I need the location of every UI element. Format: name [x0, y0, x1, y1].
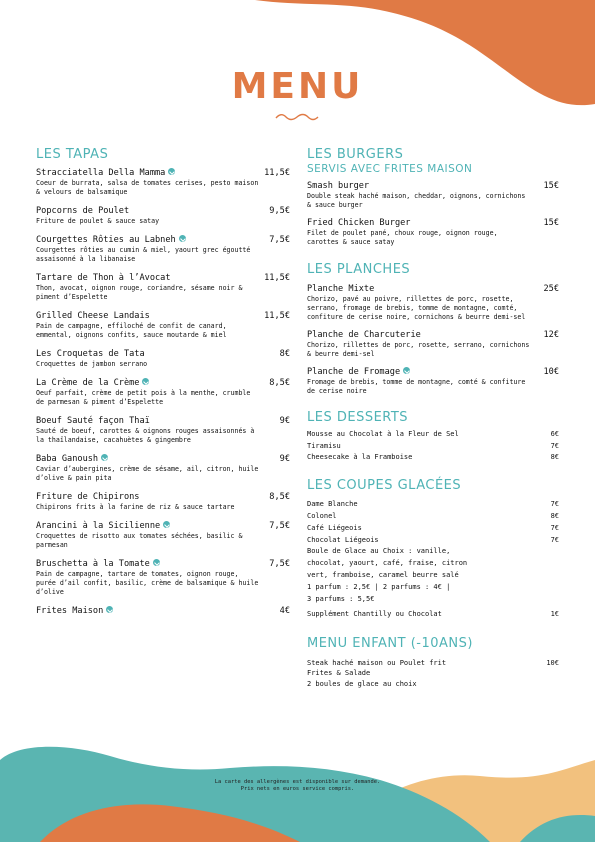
item-name: Tartare de Thon à l’Avocat	[36, 273, 171, 283]
item-header	[36, 235, 290, 246]
item-name-wrap	[36, 454, 108, 465]
item-price: 7€	[550, 535, 559, 544]
dessert-item	[307, 441, 559, 452]
item-name-wrap	[36, 416, 150, 427]
item-name: Smash burger	[307, 181, 370, 191]
item-name-wrap	[307, 511, 337, 522]
item-price: 7,5€	[269, 559, 290, 569]
coupes-title: LES COUPES GLACÉES	[307, 477, 462, 493]
tapas-item	[36, 492, 290, 512]
item-name-wrap	[36, 235, 186, 246]
item-price: 6€	[550, 430, 559, 438]
tapas-list	[36, 168, 290, 617]
item-header	[307, 511, 559, 522]
coupe-item	[307, 511, 559, 522]
planche-item	[307, 367, 559, 396]
desserts-title: LES DESSERTS	[307, 410, 409, 425]
tapas-item	[36, 559, 290, 597]
item-name: Planche de Fromage	[307, 367, 401, 377]
tapas-item	[36, 349, 290, 369]
vegetarian-icon	[179, 235, 186, 242]
item-name: La Crème de la Crème	[36, 378, 140, 388]
item-price: 8,5€	[269, 492, 290, 502]
vegetarian-icon	[403, 367, 410, 374]
item-name-wrap	[307, 330, 421, 341]
enfant-title: MENU ENFANT (-10ANS)	[307, 635, 473, 651]
item-price: 4€	[279, 606, 290, 616]
item-header	[36, 521, 290, 532]
item-price: 9€	[279, 454, 290, 464]
tapas-item	[36, 235, 290, 264]
item-name-wrap	[307, 452, 412, 463]
supplement-price: 1€	[550, 610, 559, 618]
item-header	[307, 181, 559, 192]
item-header	[36, 273, 290, 284]
item-description: Pain de campagne, effiloché de confit de canard, emmental, oignons confits, sauce moutarde & miel	[36, 322, 227, 339]
item-header	[36, 206, 290, 217]
burgers-subtitle: SERVIS AVEC FRITES MAISON	[307, 163, 473, 175]
item-header	[307, 535, 559, 546]
item-price: 7€	[550, 499, 559, 508]
item-name-wrap	[307, 523, 362, 534]
item-name-wrap	[36, 206, 129, 217]
item-name: Dame Blanche	[307, 499, 358, 508]
desserts-list	[307, 429, 559, 463]
item-description: Friture de poulet & sauce satay	[36, 217, 160, 225]
item-description: Oeuf parfait, crème de petit pois à la menthe, crumble de parmesan & piment d’Espelette	[36, 389, 251, 406]
item-name: Popcorns de Poulet	[36, 206, 130, 216]
item-header	[307, 523, 559, 534]
item-header	[307, 367, 559, 378]
item-name-wrap	[36, 606, 113, 617]
footnote-prices: Prix nets en euros service compris.	[240, 786, 355, 792]
item-price: 12€	[543, 330, 559, 340]
item-price: 11,5€	[264, 311, 290, 321]
parfum-line-2: 3 parfums : 5,5€	[307, 595, 375, 603]
item-name: Stracciatella Della Mamma	[36, 168, 166, 178]
planches-list	[307, 284, 559, 396]
item-name: Grilled Cheese Landais	[36, 311, 150, 321]
vegetarian-icon	[163, 521, 170, 528]
tapas-item	[36, 311, 290, 340]
item-price: 11,5€	[264, 168, 290, 178]
item-name-wrap	[36, 349, 145, 360]
item-header	[36, 416, 290, 427]
tapas-title: LES TAPAS	[36, 147, 109, 162]
item-name: Mousse au Chocolat à la Fleur de Sel	[307, 430, 459, 438]
enfant-price: 10€	[546, 658, 559, 667]
item-price: 10€	[543, 367, 559, 377]
item-price: 7,5€	[269, 235, 290, 245]
item-name-wrap	[307, 367, 410, 378]
item-name-wrap	[307, 284, 374, 295]
item-header	[307, 499, 559, 510]
item-description: Thon, avocat, oignon rouge, coriandre, sésame noir & piment d’Espelette	[36, 284, 243, 301]
item-name-wrap	[307, 429, 459, 440]
tapas-item	[36, 206, 290, 226]
item-name: Courgettes Rôties au Labneh	[36, 235, 176, 245]
item-description: Pain de campagne, tartare de tomates, oignon rouge, purée d’ail confit, basilic, crème de balsamique & huile d’olive	[36, 570, 259, 596]
item-name: Cheesecake à la Framboise	[307, 453, 413, 461]
item-description: Double steak haché maison, cheddar, oignons, cornichons & sauce burger	[307, 192, 526, 209]
item-name-wrap	[36, 273, 171, 284]
footnote-allergens: La carte des allergènes est disponible sur demande.	[214, 779, 381, 785]
burgers-title: LES BURGERS	[307, 147, 404, 162]
coupes-section	[307, 478, 559, 620]
item-description: Filet de poulet pané, choux rouge, oignon rouge, carottes & sauce satay	[307, 229, 498, 246]
item-description: Caviar d’aubergines, crème de sésame, ail, citron, huile d’olive & pain pita	[36, 465, 259, 482]
item-header	[36, 559, 290, 570]
parfum-line-1: 1 parfum : 2,5€ | 2 parfums : 4€ |	[307, 583, 451, 591]
tapas-item	[36, 168, 290, 197]
item-name-wrap	[36, 492, 139, 503]
item-description: Coeur de burrata, salsa de tomates cerises, pesto maison & velours de balsamique	[36, 179, 259, 196]
boule-text: Boule de Glace au Choix : vanille, chocolat, yaourt, café, fraise, citron vert, framboise, caramel beurre salé	[307, 547, 468, 579]
item-name-wrap	[307, 535, 379, 546]
item-price: 9,5€	[269, 206, 290, 216]
item-price: 7€	[550, 523, 559, 532]
footnote	[0, 779, 595, 793]
coupe-item	[307, 523, 559, 534]
item-name: Arancini à la Sicilienne	[36, 521, 161, 531]
item-description: Fromage de brebis, tomme de montagne, comté & confiture de cerise noire	[307, 378, 526, 395]
item-name-wrap	[307, 218, 410, 229]
vegetarian-icon	[142, 378, 149, 385]
item-name: Bruschetta à la Tomate	[36, 559, 150, 569]
item-description: Croquettes de jambon serrano	[36, 360, 148, 368]
enfant-line-2: Frites & Salade	[307, 669, 371, 677]
item-name-wrap	[36, 168, 175, 179]
item-header	[307, 330, 559, 341]
item-price: 25€	[543, 284, 559, 294]
item-name: Café Liégeois	[307, 523, 362, 532]
item-name-wrap	[307, 441, 341, 452]
item-price: 8€	[279, 349, 290, 359]
tapas-item	[36, 273, 290, 302]
item-description: Chorizo, rillettes de porc, rosette, serrano, cornichons & beurre demi-sel	[307, 341, 530, 358]
item-price: 8€	[550, 453, 559, 461]
vegetarian-icon	[101, 454, 108, 461]
item-name-wrap	[36, 378, 149, 389]
item-description: Courgettes rôties au cumin & miel, yaourt grec égoutté assaisonné à la libanaise	[36, 246, 251, 263]
supplement-row	[307, 609, 559, 620]
item-name: Boeuf Sauté façon Thaï	[36, 416, 150, 426]
vegetarian-icon	[153, 559, 160, 566]
tapas-item	[36, 606, 290, 617]
item-name: Fried Chicken Burger	[307, 218, 411, 228]
item-name: Frites Maison	[36, 606, 104, 616]
dessert-item	[307, 429, 559, 440]
tapas-item	[36, 416, 290, 445]
item-price: 7€	[550, 441, 559, 450]
item-name: Colonel	[307, 511, 337, 520]
dessert-item	[307, 452, 559, 463]
item-header	[36, 168, 290, 179]
item-header	[36, 311, 290, 322]
enfant-row	[307, 658, 559, 669]
coupes-list	[307, 499, 559, 546]
item-name: Baba Ganoush	[36, 454, 99, 464]
item-header	[307, 452, 559, 463]
vegetarian-icon	[168, 168, 175, 175]
item-name: Tiramisu	[307, 441, 341, 450]
item-price: 9€	[279, 416, 290, 426]
item-description: Croquettes de risotto aux tomates séchées, basilic & parmesan	[36, 532, 243, 549]
page-title: MENU	[231, 66, 364, 107]
item-header	[307, 284, 559, 295]
tapas-item	[36, 378, 290, 407]
planche-item	[307, 284, 559, 322]
item-price: 8,5€	[269, 378, 290, 388]
item-price: 15€	[543, 181, 559, 191]
item-name: Les Croquetas de Tata	[36, 349, 145, 359]
item-header	[36, 378, 290, 389]
item-header	[36, 454, 290, 465]
item-header	[36, 606, 290, 617]
item-name: Chocolat Liégeois	[307, 535, 379, 544]
tapas-item	[36, 454, 290, 483]
item-header	[36, 349, 290, 360]
item-price: 8€	[550, 511, 559, 520]
item-name-wrap	[307, 499, 358, 510]
item-description: Sauté de boeuf, carottes & oignons rouges assaisonnés à la thaïlandaise, cacahuètes & gingembre	[36, 427, 255, 444]
title-squiggle	[275, 112, 319, 122]
supplement-name: Supplément Chantilly ou Chocolat	[307, 610, 442, 618]
item-description: Chipirons frits à la farine de riz & sauce tartare	[36, 503, 235, 511]
item-header	[307, 218, 559, 229]
vegetarian-icon	[106, 606, 113, 613]
item-name: Friture de Chipirons	[36, 492, 140, 502]
item-description: Chorizo, pavé au poivre, rillettes de porc, rosette, serrano, fromage de brebis, tomme de montagne, comté, confiture de cerise noire, cornichons & beurre demi-sel	[307, 295, 526, 321]
planche-item	[307, 330, 559, 359]
enfant-section	[307, 636, 559, 690]
coupe-item	[307, 499, 559, 510]
burgers-section	[307, 147, 559, 247]
burger-item	[307, 218, 559, 247]
item-price: 7,5€	[269, 521, 290, 531]
item-header	[307, 429, 559, 440]
burgers-list	[307, 181, 559, 247]
burger-item	[307, 181, 559, 210]
item-price: 15€	[543, 218, 559, 228]
desserts-section	[307, 410, 559, 463]
enfant-line-1: Steak haché maison ou Poulet frit	[307, 658, 447, 667]
item-name-wrap	[307, 181, 369, 192]
item-header	[307, 441, 559, 452]
planches-section	[307, 262, 559, 396]
item-name: Planche Mixte	[307, 284, 375, 294]
right-column	[307, 147, 559, 689]
tapas-section	[36, 147, 290, 617]
item-name-wrap	[36, 521, 170, 532]
coupe-item	[307, 535, 559, 546]
enfant-line-3: 2 boules de glace au choix	[307, 679, 417, 688]
item-header	[36, 492, 290, 503]
tapas-item	[36, 521, 290, 550]
item-name-wrap	[36, 311, 150, 322]
item-name: Planche de Charcuterie	[307, 330, 421, 340]
item-price: 11,5€	[264, 273, 290, 283]
planches-title: LES PLANCHES	[307, 262, 411, 277]
item-name-wrap	[36, 559, 160, 570]
